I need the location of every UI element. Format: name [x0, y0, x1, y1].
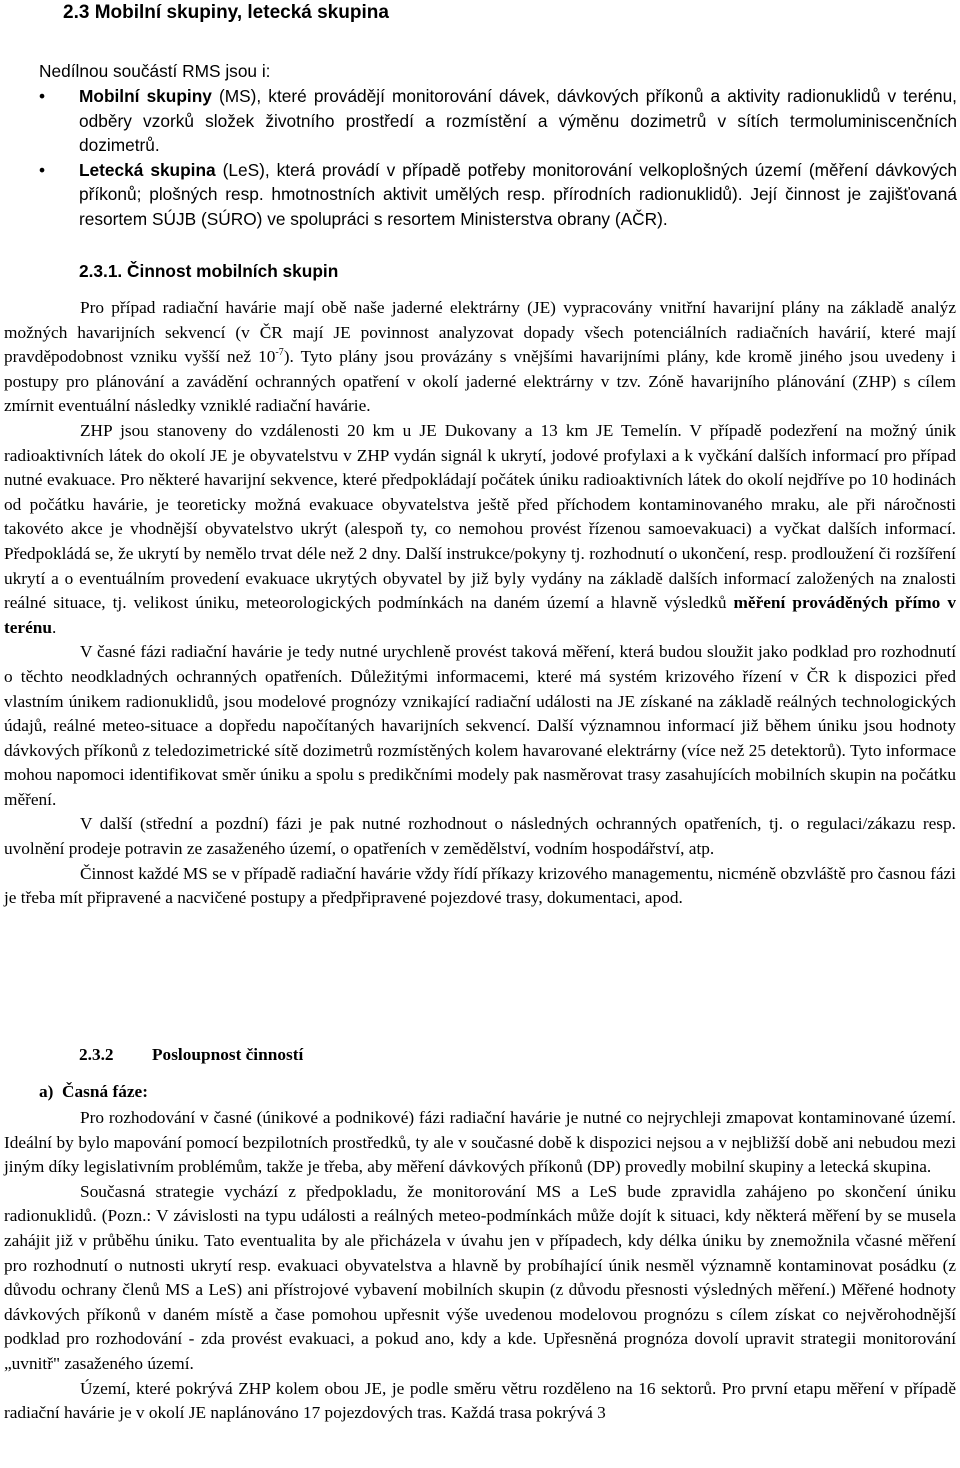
subsection-title-232: Posloupnost činností	[152, 1045, 304, 1064]
paragraph	[4, 640, 956, 812]
paragraph: Současná strategie vychází z předpokladu, že monitorování MS a LeS bude zpravidla zahájeno po skončení úniku radionuklidů. (Pozn.: V závislosti na typu události a reálných meteo-podmínkách může dojít k situaci, kdy některá měření by se musela zahájit již v průběhu úniku. Tato eventualita by ale přicházela v úvahu jen v případech, kdy délka úniku by znemožnila včasné měření pro rozhodnutí o nutnosti ukrytí resp. evakuaci obyvatelstva a hlavně by probíhající únik nesměl významně kontaminovat posádku (z důvodu ochrany členů MS a LeS) ani přístrojové vybavení mobilních skupin (z důvodu přesnosti výsledných měření.) Měřené hodnoty dávkových příkonů v daném místě a čase pomohou upřesnit výše uvedenou modelovou prognózu s cílem získat co nejvěrohodnější podklad pro rozhodování - zda provést evakuaci, a pokud ano, kdy a kde. Upřesněná prognóza dovolí upravit strategii monitorování „uvnitř" zasaženého území.	[4, 1181, 956, 1373]
paragraph	[4, 862, 956, 911]
subheading-early-phase: a) Časná fáze:	[39, 1082, 148, 1101]
bullet-text: (MS), které provádějí monitorování dávek, dávkových příkonů a aktivity radionuklidů v terénu, odběry vzorků složek životního prostředí a rozmístění a výměnu dozimetrů v sítích termoluminiscenčních dozimetrů.	[79, 86, 957, 156]
bullet-dot-icon: •	[39, 86, 46, 106]
paragraph-text: ). Tyto plány jsou provázány s vnějšími havarijními plány, kde kromě jiného jsou uvedeny i postupy pro plánování a zavádění ochranných opatření v okolí jaderné elektrárny v tzv. Zóně havarijního plánování (ZHP) s cílem zmírnit eventuální následky vzniklé radiační havárie.	[4, 347, 956, 416]
paragraph	[4, 419, 956, 640]
section-heading: 2.3 Mobilní skupiny, letecká skupina	[63, 2, 389, 23]
list-item	[39, 84, 957, 158]
bullet-text: (LeS), která provádí v případě potřeby monitorování velkoplošných území (měření dávkových příkonů; plošných resp. hmotnostních aktivit umělých resp. přírodních radionuklidů). Její činnost je zajišťovaná resortem SÚJB (SÚRO) ve spolupráci s resortem Ministerstva obrany (AČR).	[79, 159, 957, 229]
subsection-number-232: 2.3.2	[79, 1045, 114, 1064]
paragraph-text: V časné fázi radiační havárie je tedy nutné urychleně provést taková měření, která budou sloužit jako podklad pro rozhodnutí o těchto neodkladných ochranných opatřeních. Důležitými informacemi, které má systém krizového řízení v ČR k dispozici před vlastním únikem radionuklidů, jsou modelové prognózy vznikající radiační události na JE získané na základě reálných technologických údajů, reálné meteo-situace a dopředu napočítaných havarijních sekvencí. Další významnou informací již během úniku jsou hodnoty dávkových příkonů z teledozimetrické sítě dozimetrů rozmístěných kolem havarované elektrárny (více než 25 detektorů). Tyto informace mohou napomoci identifikovat směr úniku a spolu s predikčními modely pak nasměrovat trasy zasahujících mobilních skupin na počátku měření.	[4, 642, 956, 809]
section-232-body	[4, 1106, 956, 1426]
paragraph-text: Pro případ radiační havárie mají obě naše jaderné elektrárny (JE) vypracovány vnitřní havarijní plány na základě analýz možných havarijních sekvencí (v ČR mají JE povinnost analyzovat dopady všech potenciálních radiačních havárií, které mají pravděpodobnost vzniku vyšší než 10	[4, 298, 956, 367]
exponent: -7	[275, 347, 284, 359]
list-item	[39, 158, 957, 232]
intro-text: Nedílnou součástí RMS jsou i:	[39, 61, 271, 81]
section-231-body	[4, 296, 956, 911]
paragraph-text: .	[52, 617, 57, 637]
bullet-bold-term: Mobilní skupiny	[79, 86, 212, 106]
paragraph	[4, 296, 956, 419]
subsection-heading-231: 2.3.1. Činnost mobilních skupin	[79, 261, 339, 281]
paragraph: Území, které pokrývá ZHP kolem obou JE, je podle směru větru rozděleno na 16 sektorů. Pro první etapu měření v případě radiační havárie je v okolí JE naplánováno 17 pojezdových tras. Každá trasa pokrývá 3	[4, 1378, 956, 1423]
paragraph-bold-text: měření prováděných přímo v terénu	[4, 593, 956, 637]
bullet-dot-icon: •	[39, 159, 46, 180]
paragraph: Pro rozhodování v časné (únikové a podnikové) fázi radiační havárie je nutné co nejrychleji zmapovat kontaminované území. Ideální by bylo mapování pomocí bezpilotních prostředků, ty ale v současné době k dispozici nejsou a v nejbližší době ani nebudou mezi jiným díky legislativním problémům, takže je třeba, aby měření dávkových příkonů (DP) provedly mobilní skupiny a letecká skupina.	[4, 1108, 956, 1177]
bullet-list	[39, 84, 957, 232]
paragraph-text: Činnost každé MS se v případě radiační havárie vždy řídí příkazy krizového managementu, nicméně obzvláště pro časnou fázi je třeba mít připravené a nacvičené postupy a předpřipravené pojezdové trasy, dokumentaci, apod.	[4, 863, 956, 908]
bullet-bold-term: Letecká skupina	[79, 159, 216, 180]
paragraph-text: ZHP jsou stanoveny do vzdálenosti 20 km u JE Dukovany a 13 km JE Temelín. V případě podezření na možný únik radioaktivních látek do okolí JE je obyvatelstvu v ZHP vydán signál k ukrytí, jodové profylaxi a k vyčkání dalších informací pro případ nutné evakuace. Pro některé havarijní sekvence, které předpokládají počátek úniku radioaktivních látek do okolí nejdříve po 10 hodinách od počátku havárie, je teoreticky možná evakuace obyvatelstva ještě před příchodem kontaminovaného mraku, ale při náročnosti takovéto akce je vhodnější obyvatelstvo ukrýt (alespoň ty, co nemohou provést řízenou samoevakuaci) a vyčkat dalších informací. Předpokládá se, že ukrytí by nemělo trvat déle než 2 dny. Další instrukce/pokyny tj. rozhodnutí o ukončení, resp. prodloužení či rozšíření ukrytí a o eventuálním provedení evakuace ukrytých obyvatel by již byly vydány na základě dalších informací založených na znalosti reálné situace, tj. velikost úniku, meteorologických podmínkách na daném území a hlavně výsledků	[4, 420, 956, 613]
paragraph-text: V další (střední a pozdní) fázi je pak nutné rozhodnout o následných ochranných opatřeních, tj. o regulaci/zákazu resp. uvolnění prodeje potravin ze zasaženého území, o opatřeních v zemědělství, vodním hospodářství, atp.	[4, 814, 956, 859]
paragraph	[4, 812, 956, 861]
